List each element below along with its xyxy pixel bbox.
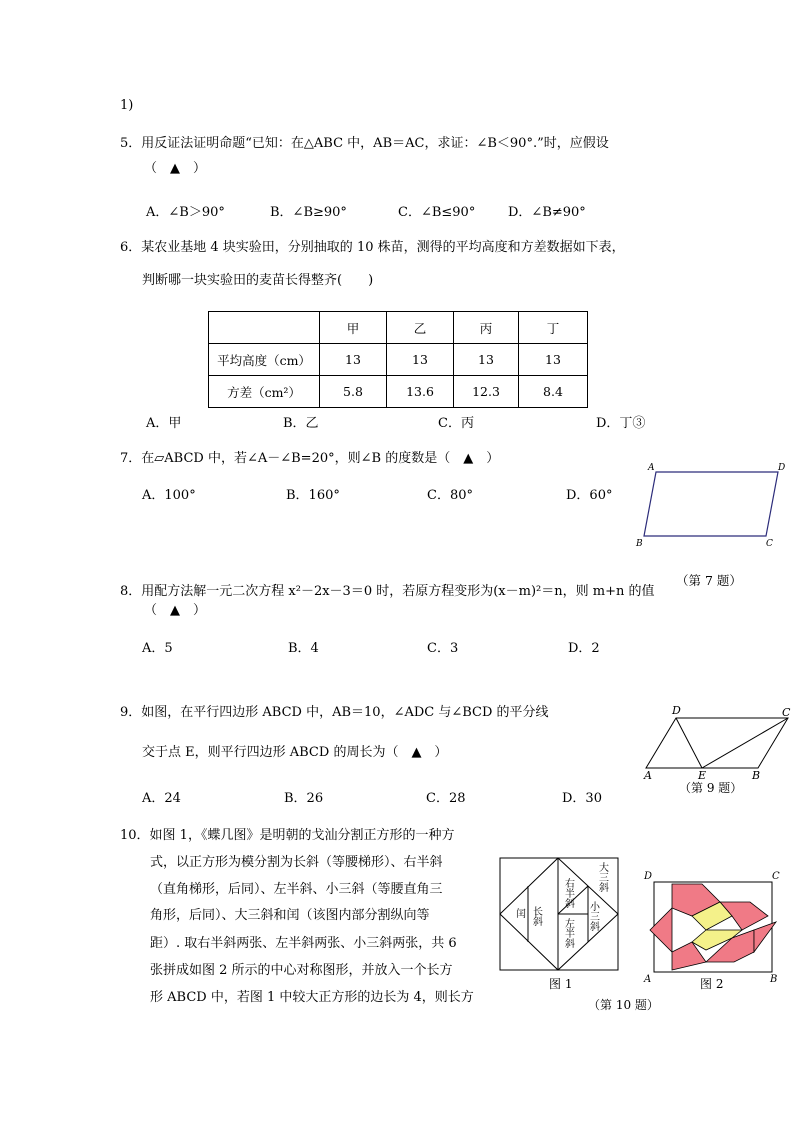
table-cell: 13 [454, 344, 519, 376]
q7-option-a[interactable]: A．100° [142, 488, 196, 503]
q10-stem-line5: 距）. 取右半斜两张、左半斜两张、小三斜两张，共 6 [150, 936, 457, 951]
table-cell: 13 [519, 344, 588, 376]
table-cell: 12.3 [454, 376, 519, 408]
q7-option-c[interactable]: C．80° [427, 488, 473, 503]
q7-figure-caption: （第 7 题） [676, 573, 742, 588]
pink-piece [650, 908, 672, 952]
piece-label-big-triangle: 大三斜 [596, 862, 608, 892]
q8-option-c[interactable]: C．3 [427, 641, 459, 656]
parallelogram-abcd [644, 472, 778, 536]
q8-answer-paren: （ ▲ ） [144, 603, 206, 618]
q9-option-b[interactable]: B．26 [284, 791, 324, 806]
vertex-label-a: A [644, 974, 652, 985]
q5-answer-paren: （ ▲ ） [144, 161, 206, 176]
vertex-label-c: C [782, 706, 791, 719]
q7-stem: 7．在▱ABCD 中，若∠A－∠B=20°，则∠B 的度数是（ ▲ ） [120, 451, 500, 466]
vertex-label-b: B [636, 539, 643, 549]
table-cell: 8.4 [519, 376, 588, 408]
q7-option-d[interactable]: D．60° [566, 488, 613, 503]
q9-parallelogram-figure [636, 700, 794, 780]
vertex-label-d: D [778, 463, 786, 473]
vertex-label-b: B [770, 974, 778, 985]
q6-stem-line2: 判断哪一块实验田的麦苗长得整齐( ) [142, 273, 374, 288]
q6-option-c[interactable]: C．丙 [438, 416, 474, 431]
table-header: 甲 [320, 312, 387, 344]
q10-stem-line2: 式，以正方形为模分割为长斜（等腰梯形）、右半斜 [150, 855, 443, 870]
vertex-label-d: D [644, 871, 653, 882]
piece-label-small-triangle: 小三斜 [587, 901, 599, 931]
q10-stem-line3: （直角梯形，后同）、左半斜、小三斜（等腰直角三 [150, 882, 443, 897]
q6-option-b[interactable]: B．乙 [283, 416, 319, 431]
vertex-label-b: B [752, 769, 761, 782]
q8-stem: 8．用配方法解一元二次方程 x²－2x－3＝0 时，若原方程变形为(x－m)²＝n，则 m+n 的值 [120, 584, 655, 599]
q6-data-table [208, 311, 588, 408]
table-cell: 平均高度（cm） [209, 344, 320, 376]
vertex-label-e: E [698, 769, 707, 782]
q5-option-b[interactable]: B．∠B≥90° [270, 205, 347, 220]
page-fragment: 1) [120, 98, 134, 113]
q10-stem-line1: 10．如图 1，《蝶几图》是明朝的戈汕分割正方形的一种方 [120, 828, 455, 843]
q9-option-c[interactable]: C．28 [426, 791, 466, 806]
table-cell: 13 [387, 344, 454, 376]
vertex-label-d: D [672, 704, 681, 717]
q8-option-a[interactable]: A．5 [142, 641, 173, 656]
table-header: 丁 [519, 312, 588, 344]
q7-option-b[interactable]: B．160° [286, 488, 340, 503]
table-cell: 13 [320, 344, 387, 376]
q9-option-a[interactable]: A．24 [142, 791, 181, 806]
q10-figure-caption: （第 10 题） [588, 998, 659, 1012]
piece-label-long: 长斜 [530, 906, 542, 926]
bisector-ce [702, 718, 788, 768]
q5-option-a[interactable]: A．∠B＞90° [146, 205, 225, 220]
table-header: 乙 [387, 312, 454, 344]
q6-option-a[interactable]: A．甲 [146, 416, 182, 431]
vertex-label-c: C [772, 871, 780, 882]
table-header: 丙 [454, 312, 519, 344]
q10-figure2-composition [642, 866, 784, 984]
q10-figure1-caption: 图 1 [549, 977, 573, 991]
piece-label-left-half: 左半斜 [562, 918, 574, 948]
q9-stem-line1: 9．如图，在平行四边形 ABCD 中，AB＝10，∠ADC 与∠BCD 的平分线 [120, 705, 549, 720]
vertex-label-a: A [648, 463, 655, 473]
table-cell: 方差（cm²） [209, 376, 320, 408]
q8-option-b[interactable]: B．4 [288, 641, 319, 656]
q10-stem-line4: 角形，后同）、大三斜和闰（该图内部分割纵向等 [150, 908, 430, 923]
q5-option-d[interactable]: D．∠B≠90° [508, 205, 586, 220]
q7-parallelogram-figure [630, 458, 790, 558]
table-cell [209, 312, 320, 344]
q6-stem-line1: 6．某农业基地 4 块实验田，分别抽取的 10 株苗，测得的平均高度和方差数据如下表， [120, 240, 625, 255]
q5-option-c[interactable]: C．∠B≤90° [398, 205, 476, 220]
table-cell: 13.6 [387, 376, 454, 408]
parallelogram-abcd [646, 718, 788, 768]
piece-label-right-half: 右半斜 [562, 878, 574, 908]
pink-piece [754, 922, 776, 952]
q9-figure-caption: （第 9 题） [679, 781, 743, 795]
piece-label-run: 闰 [516, 909, 526, 920]
q10-stem-line7: 形 ABCD 中，若图 1 中较大正方形的边长为 4，则长方 [150, 990, 474, 1005]
vertex-label-c: C [766, 539, 773, 549]
bisector-de [676, 718, 702, 768]
q9-stem-line2: 交于点 E，则平行四边形 ABCD 的周长为（ ▲ ） [142, 745, 448, 760]
q5-stem: 5．用反证法证明命题“已知：在△ABC 中，AB＝AC，求证：∠B＜90°.”时，应假设 [120, 136, 609, 151]
table-cell: 5.8 [320, 376, 387, 408]
table-row [209, 376, 588, 408]
vertex-label-a: A [644, 769, 652, 782]
table-row [209, 344, 588, 376]
q9-option-d[interactable]: D．30 [562, 791, 602, 806]
q10-stem-line6: 张拼成如图 2 所示的中心对称图形，并放入一个长方 [150, 963, 453, 978]
q6-option-d[interactable]: D．丁③ [596, 416, 646, 431]
table-row [209, 312, 588, 344]
q8-option-d[interactable]: D．2 [568, 641, 600, 656]
q10-figure1-butterfly-diagram [498, 856, 622, 974]
q10-figure2-caption: 图 2 [700, 977, 724, 991]
